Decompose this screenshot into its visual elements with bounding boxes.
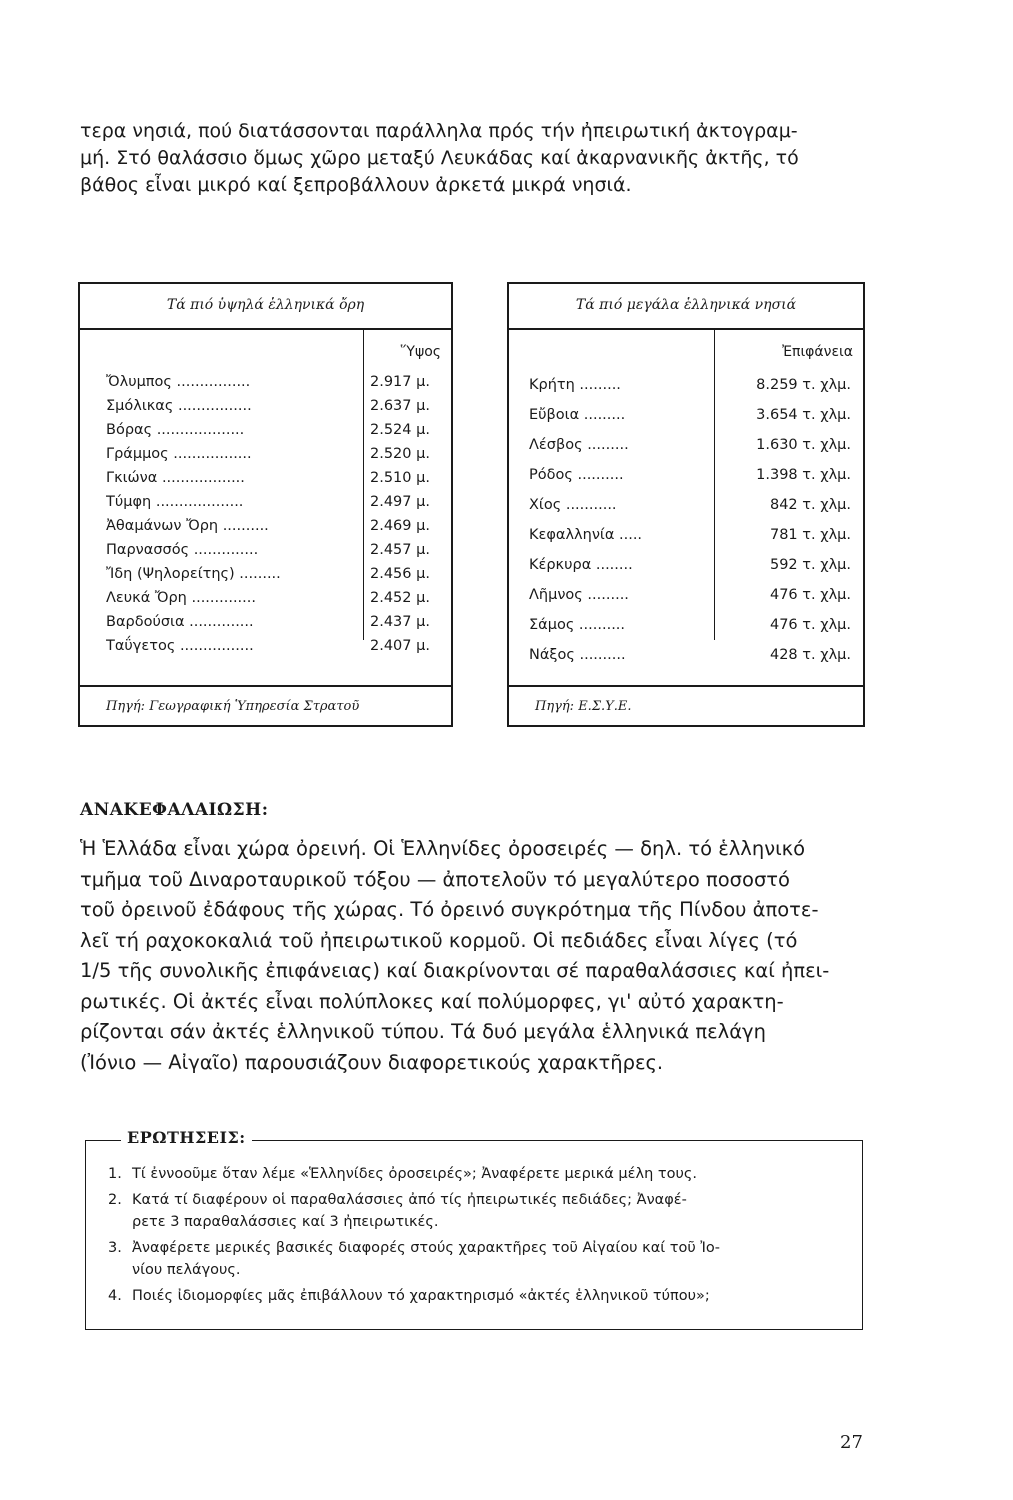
table-row (509, 610, 863, 640)
island-name: Κρήτη ......... (529, 377, 621, 393)
island-name: Ρόδος .......... (529, 467, 624, 483)
islands-area-header: Ἐπιφάνεια (782, 344, 853, 360)
table-row (80, 466, 451, 490)
summary-line: λεῖ τή ραχοκοκαλιά τοῦ ἠπειρωτικοῦ κορμοῦ. Οἱ πεδιάδες εἶναι λίγες (τό (80, 928, 798, 952)
mountain-height: 2.407 μ. (370, 638, 430, 654)
mountain-name: Παρνασσός .............. (106, 542, 259, 558)
mountain-name: Ταΰγετος ................ (106, 638, 254, 654)
questions-heading: ΕΡΩΤΗΣΕΙΣ: (121, 1128, 252, 1147)
islands-table-caption: Τά πιό μεγάλα ἑλληνικά νησιά (509, 284, 863, 330)
island-name: Λέσβος ......... (529, 437, 629, 453)
summary-line: ρωτικές. Οἱ ἀκτές εἶναι πολύπλοκες καί πολύμορφες, γι' αὐτό χαρακτη- (80, 989, 784, 1013)
summary-line: ρίζονται σάν ἀκτές ἑλληνικοῦ τύπου. Τά δυό μεγάλα ἑλληνικά πελάγη (80, 1020, 766, 1043)
mountain-height: 2.452 μ. (370, 590, 430, 606)
question-number: 4. (108, 1288, 122, 1304)
table-row (80, 634, 451, 658)
table-row (80, 394, 451, 418)
summary-line: 1/5 τῆς συνολικῆς ἐπιφάνειας) καί διακρίνονται σέ παραθαλάσσιες καί ἠπει- (80, 959, 830, 982)
mountain-name: Λευκά Ὄρη .............. (106, 590, 256, 606)
list-item (108, 1237, 843, 1281)
mountain-name: Ἴδη (Ψηλορείτης) ......... (106, 566, 281, 582)
intro-line: τερα νησιά, πού διατάσσονται παράλληλα πρός τήν ἠπειρωτική ἀκτογραμ- (80, 120, 798, 142)
mountain-height: 2.456 μ. (370, 566, 430, 582)
table-row (80, 538, 451, 562)
island-area: 1.630 τ. χλμ. (756, 437, 851, 453)
island-name: Σάμος .......... (529, 617, 626, 633)
mountain-name: Βόρας ................... (106, 422, 245, 438)
mountain-name: Ἀθαμάνων Ὄρη .......... (106, 518, 269, 534)
island-name: Λῆμνος ......... (529, 587, 629, 603)
mountain-name: Βαρδούσια .............. (106, 614, 254, 630)
table-row (80, 562, 451, 586)
questions-list (108, 1163, 843, 1311)
mountain-name: Ὄλυμπος ................ (106, 374, 251, 390)
island-area: 592 τ. χλμ. (769, 557, 851, 573)
table-row (80, 586, 451, 610)
table-row (509, 370, 863, 400)
list-item (108, 1163, 843, 1185)
mountain-name: Τύμφη ................... (106, 494, 244, 510)
island-name: Κεφαλληνία ..... (529, 527, 643, 543)
island-area: 476 τ. χλμ. (769, 587, 851, 603)
table-row (80, 370, 451, 394)
summary-line: τοῦ ὀρεινοῦ ἐδάφους τῆς χώρας. Τό ὀρεινό συγκρότημα τῆς Πίνδου ἀποτε- (80, 898, 819, 921)
mountains-height-header: Ὕψος (400, 344, 441, 360)
question-text: Τί ἐννοοῦμε ὅταν λέμε «Ἑλληνίδες ὀροσειρές»; Ἀναφέρετε μερικά μέλη τους. (132, 1166, 697, 1182)
intro-line: μή. Στό θαλάσσιο ὅμως χῶρο μεταξύ Λευκάδας καί ἀκαρνανικῆς ἀκτῆς, τό (80, 147, 799, 169)
questions-box (85, 1128, 863, 1330)
table-row (509, 550, 863, 580)
islands-rows (509, 370, 863, 670)
table-row (509, 400, 863, 430)
mountain-height: 2.469 μ. (370, 518, 430, 534)
question-text: ρετε 3 παραθαλάσσιες καί 3 ἠπειρωτικές. (132, 1214, 439, 1230)
list-item (108, 1285, 843, 1307)
page-number: 27 (840, 1432, 863, 1453)
summary-heading: ΑΝΑΚΕΦΑΛΑΙΩΣΗ: (80, 800, 269, 820)
mountain-height: 2.437 μ. (370, 614, 430, 630)
question-text: νίου πελάγους. (132, 1262, 241, 1278)
table-row (80, 442, 451, 466)
island-name: Κέρκυρα ........ (529, 557, 633, 573)
mountain-height: 2.637 μ. (370, 398, 430, 414)
island-area: 1.398 τ. χλμ. (756, 467, 851, 483)
island-area: 8.259 τ. χλμ. (756, 377, 851, 393)
island-name: Χίος ........... (529, 497, 617, 513)
mountain-height: 2.917 μ. (370, 374, 430, 390)
summary-line: Ἡ Ἑλλάδα εἶναι χώρα ὀρεινή. Οἱ Ἑλληνίδες ὀροσειρές — δηλ. τό ἑλληνικό (80, 837, 806, 860)
intro-paragraph (80, 118, 870, 199)
island-area: 781 τ. χλμ. (769, 527, 851, 543)
table-row (509, 460, 863, 490)
island-name: Νάξος .......... (529, 647, 626, 663)
question-text: Ἀναφέρετε μερικές βασικές διαφορές στούς χαρακτῆρες τοῦ Αἰγαίου καί τοῦ Ἰο- (132, 1240, 721, 1256)
question-text: Ποιές ἰδιομορφίες μᾶς ἐπιβάλλουν τό χαρακτηρισμό «ἀκτές ἑλληνικοῦ τύπου»; (132, 1288, 710, 1304)
question-number: 1. (108, 1166, 122, 1182)
table-row (509, 490, 863, 520)
mountain-name: Γκιώνα .................. (106, 470, 245, 486)
island-name: Εὔβοια ......... (529, 407, 626, 423)
summary-line: τμῆμα τοῦ Διναροταυρικοῦ τόξου — ἀποτελοῦν τό μεγαλύτερο ποσοστό (80, 867, 790, 891)
mountains-source: Πηγή: Γεωγραφική Ὑπηρεσία Στρατοῦ (80, 685, 451, 725)
island-area: 3.654 τ. χλμ. (756, 407, 851, 423)
question-number: 3. (108, 1240, 122, 1256)
mountain-name: Σμόλικας ................ (106, 398, 252, 414)
table-row (80, 514, 451, 538)
question-text: Κατά τί διαφέρουν οἱ παραθαλάσσιες ἀπό τίς ἠπειρωτικές πεδιάδες; Ἀναφέ- (132, 1192, 687, 1208)
summary-line: (Ἰόνιο — Αἰγαῖο) παρουσιάζουν διαφορετικούς χαρακτῆρες. (80, 1050, 664, 1074)
island-area: 428 τ. χλμ. (769, 647, 851, 663)
mountain-height: 2.497 μ. (370, 494, 430, 510)
table-row (80, 610, 451, 634)
islands-table (507, 282, 865, 727)
list-item (108, 1189, 843, 1233)
mountains-rows (80, 370, 451, 658)
intro-line: βάθος εἶναι μικρό καί ξεπροβάλλουν ἀρκετά μικρά νησιά. (80, 174, 632, 196)
question-number: 2. (108, 1192, 122, 1208)
mountain-height: 2.510 μ. (370, 470, 430, 486)
islands-source: Πηγή: Ε.Σ.Υ.Ε. (509, 685, 863, 725)
summary-paragraph (80, 834, 865, 1078)
table-row (509, 430, 863, 460)
mountain-height: 2.524 μ. (370, 422, 430, 438)
table-row (509, 580, 863, 610)
mountain-name: Γράμμος ................. (106, 446, 252, 462)
island-area: 842 τ. χλμ. (769, 497, 851, 513)
table-row (509, 520, 863, 550)
mountains-table (78, 282, 453, 727)
table-row (80, 418, 451, 442)
table-row (509, 640, 863, 670)
island-area: 476 τ. χλμ. (769, 617, 851, 633)
mountain-height: 2.520 μ. (370, 446, 430, 462)
table-row (80, 490, 451, 514)
mountain-height: 2.457 μ. (370, 542, 430, 558)
mountains-table-caption: Τά πιό ὑψηλά ἑλληνικά ὄρη (80, 284, 451, 330)
